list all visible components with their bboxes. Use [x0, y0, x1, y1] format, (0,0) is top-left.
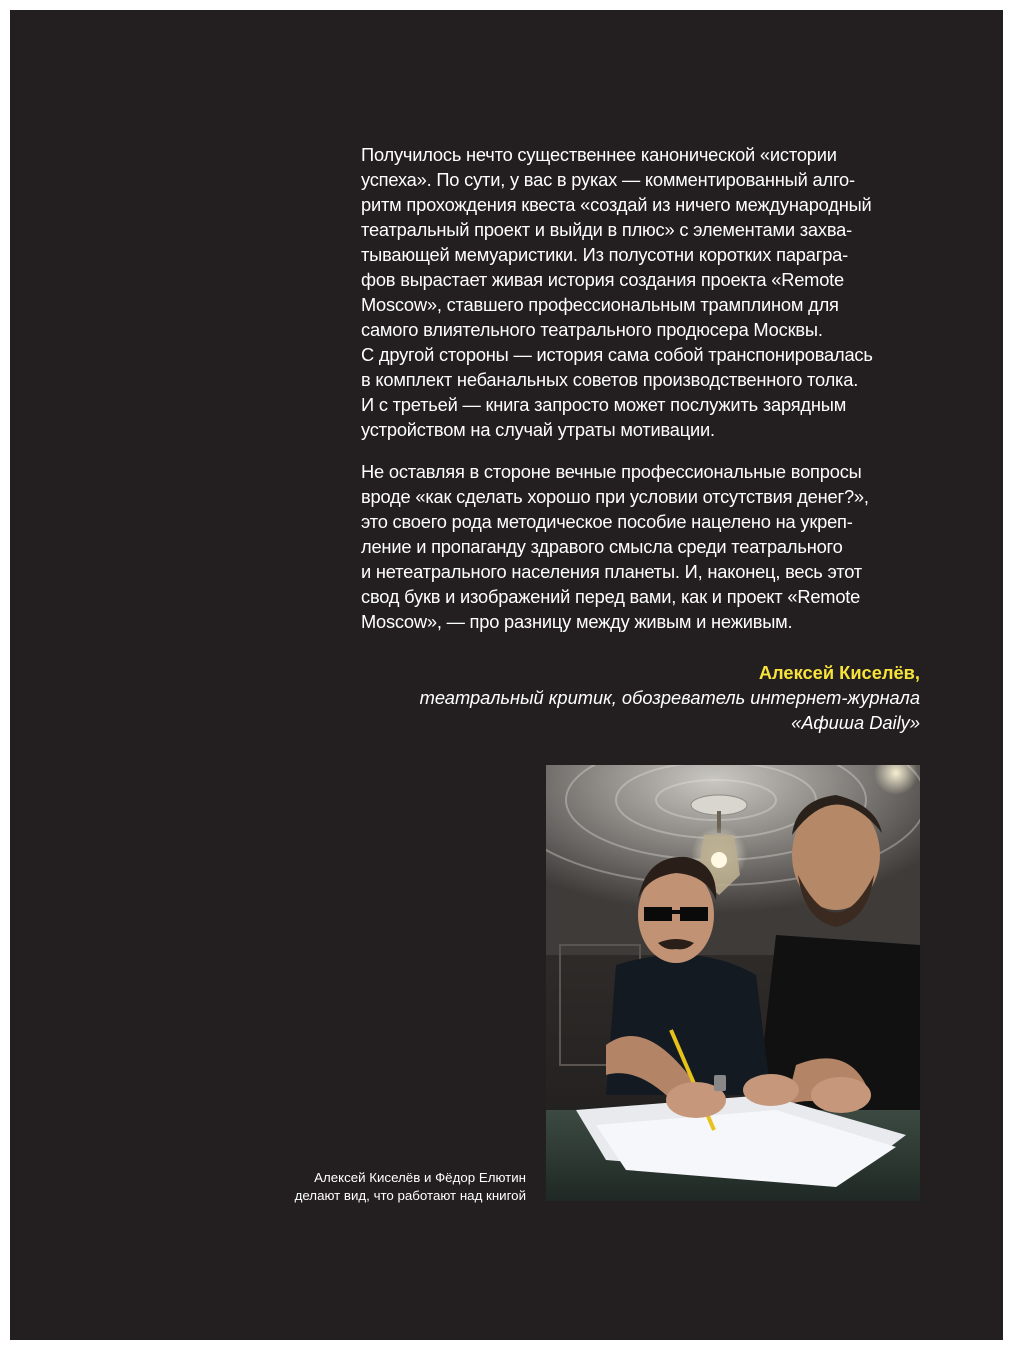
text-line: И с третьей — книга запросто может послужить зарядным	[361, 394, 847, 415]
text-line: свод букв и изображений перед вами, как и проект «Remote	[361, 586, 861, 607]
text-line: ление и пропаганду здравого смысла среди театрального	[361, 536, 843, 557]
text-line: Не оставляя в стороне вечные профессиональные вопросы	[361, 461, 862, 482]
photo	[546, 765, 920, 1201]
photo-two-men-working-on-book-icon	[546, 765, 920, 1201]
text-line: театральный проект и выйди в плюс» с элементами захва-	[361, 219, 853, 240]
text-line: Получилось нечто существеннее канонической «истории	[361, 144, 837, 165]
text-line: устройством на случай утраты мотивации.	[361, 419, 715, 440]
text-line: в комплект небанальных советов производственного толка.	[361, 369, 859, 390]
text-line: самого влиятельного театрального продюсера Москвы.	[361, 319, 823, 340]
paragraph-1	[361, 142, 931, 442]
book-page	[10, 10, 1003, 1340]
author-name: Алексей Киселёв,	[758, 662, 920, 683]
text-line: тывающей мемуаристики. Из полусотни коротких парагра-	[361, 244, 849, 265]
text-line: вроде «как сделать хорошо при условии отсутствия денег?»,	[361, 486, 869, 507]
text-line: ритм прохождения квеста «создай из ничего международный	[361, 194, 872, 215]
author-role-line: театральный критик, обозреватель интернет-журнала	[419, 687, 920, 708]
paragraph-2	[361, 459, 931, 634]
text-line: успеха». По сути, у вас в руках — комментированный алго-	[361, 169, 855, 190]
caption-line: делают вид, что работают над книгой	[294, 1188, 526, 1203]
caption-line: Алексей Киселёв и Фёдор Елютин	[314, 1170, 526, 1185]
text-line: фов вырастает живая история создания проекта «Remote	[361, 269, 845, 290]
text-line: Moscow», ставшего профессиональным трамплином для	[361, 294, 839, 315]
author-role-line: «Афиша Daily»	[791, 712, 920, 733]
text-line: и нетеатрального населения планеты. И, наконец, весь этот	[361, 561, 862, 582]
main-text	[361, 142, 931, 634]
text-line: С другой стороны — история сама собой транспонировалась	[361, 344, 873, 365]
quote-attribution	[420, 660, 920, 735]
photo-caption	[295, 1169, 526, 1205]
text-line: Moscow», — про разницу между живым и неживым.	[361, 611, 793, 632]
text-line: это своего рода методическое пособие нацелено на укреп-	[361, 511, 853, 532]
